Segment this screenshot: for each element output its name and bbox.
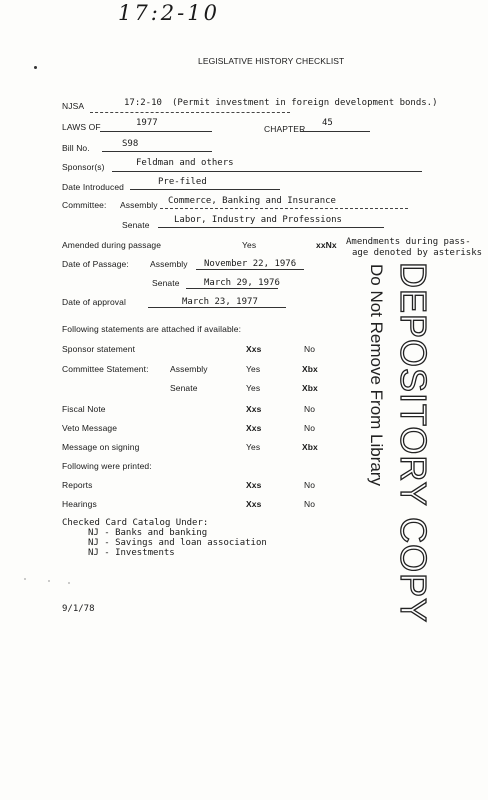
statement-yes: Yes xyxy=(246,364,261,374)
printed-no: No xyxy=(304,480,316,490)
catalog-heading: Checked Card Catalog Under: xyxy=(62,518,209,528)
printed-label: Reports xyxy=(62,480,93,490)
statement-no: No xyxy=(304,344,316,354)
printed-yes: Xxs xyxy=(246,480,262,490)
statement-yes: Xxs xyxy=(246,423,262,433)
statement-sub-label: Assembly xyxy=(170,364,208,374)
catalog-item: NJ - Savings and loan association xyxy=(88,538,267,548)
document-title: LEGISLATIVE HISTORY CHECKLIST xyxy=(198,56,345,66)
amended-no-struck: xxNx xyxy=(316,240,337,250)
sponsor-value: Feldman and others xyxy=(136,158,234,168)
statement-no: No xyxy=(304,404,316,414)
passage-senate-value: March 29, 1976 xyxy=(204,278,280,288)
scan-speck xyxy=(24,578,26,580)
sponsor-underline xyxy=(112,171,422,172)
njsa-value: 17:2-10 xyxy=(124,98,162,108)
approval-value: March 23, 1977 xyxy=(182,297,258,307)
catalog-item: NJ - Investments xyxy=(88,548,175,558)
committee-senate-label: Senate xyxy=(122,220,150,230)
njsa-label: NJSA xyxy=(62,101,85,111)
chapter-underline xyxy=(300,131,370,132)
statement-label: Veto Message xyxy=(62,423,118,433)
statement-label: Fiscal Note xyxy=(62,404,106,414)
printed-no: No xyxy=(304,499,316,509)
committee-senate-value: Labor, Industry and Professions xyxy=(174,215,342,225)
passage-assembly-value: November 22, 1976 xyxy=(204,259,297,269)
statement-no: Xbx xyxy=(302,364,318,374)
chapter-value: 45 xyxy=(322,118,333,128)
handwritten-number: 17:2-10 xyxy=(118,1,220,25)
bottom-date: 9/1/78 xyxy=(62,604,95,614)
chapter-label: CHAPTER xyxy=(264,124,306,134)
amended-yes: Yes xyxy=(242,240,257,250)
depository-stamp xyxy=(366,262,436,624)
attached-heading: Following statements are attached if available: xyxy=(62,324,242,334)
stamp-line-do-not-remove: Do Not Remove From Library xyxy=(367,264,386,487)
amended-label: Amended during passage xyxy=(62,240,162,250)
laws-value: 1977 xyxy=(136,118,158,128)
committee-senate-underline xyxy=(158,227,384,228)
committee-label: Committee: xyxy=(62,200,107,210)
passage-assembly-underline xyxy=(196,269,304,270)
laws-label: LAWS OF xyxy=(62,122,101,132)
stamp-line-depository-copy: DEPOSITORY COPY xyxy=(393,262,434,624)
laws-underline xyxy=(100,131,212,132)
statement-sub-label: Senate xyxy=(170,383,198,393)
amended-note-line-2: age denoted by asterisks xyxy=(352,248,483,258)
bill-label: Bill No. xyxy=(62,143,90,153)
printed-yes: Xxs xyxy=(246,499,262,509)
amended-note-line-1: Amendments during pass- xyxy=(346,237,471,247)
statement-label: Message on signing xyxy=(62,442,140,452)
date-introduced-value: Pre-filed xyxy=(158,177,207,187)
statement-no: No xyxy=(304,423,316,433)
statement-yes: Xxs xyxy=(246,404,262,414)
passage-senate-underline xyxy=(186,288,278,289)
scan-speck xyxy=(34,66,37,69)
passage-senate-label: Senate xyxy=(152,278,180,288)
bill-underline xyxy=(102,151,212,152)
committee-assembly-label: Assembly xyxy=(120,200,158,210)
committee-assembly-value: Commerce, Banking and Insurance xyxy=(168,196,336,206)
statement-yes: Xxs xyxy=(246,344,262,354)
statement-label: Sponsor statement xyxy=(62,344,136,354)
printed-label: Hearings xyxy=(62,499,97,509)
njsa-underline xyxy=(90,112,290,113)
statement-yes: Yes xyxy=(246,383,261,393)
approval-label: Date of approval xyxy=(62,297,126,307)
statement-label: Committee Statement: xyxy=(62,364,149,374)
approval-underline xyxy=(148,307,286,308)
committee-assembly-underline xyxy=(160,208,408,209)
scan-speck xyxy=(48,580,50,582)
sponsor-label: Sponsor(s) xyxy=(62,162,105,172)
statement-yes: Yes xyxy=(246,442,261,452)
date-introduced-label: Date Introduced xyxy=(62,182,124,192)
statement-no: Xbx xyxy=(302,383,318,393)
njsa-description: (Permit investment in foreign development bonds.) xyxy=(172,98,438,108)
catalog-item: NJ - Banks and banking xyxy=(88,528,208,538)
printed-heading: Following were printed: xyxy=(62,461,152,471)
bill-value: S98 xyxy=(122,139,139,149)
passage-label: Date of Passage: xyxy=(62,259,129,269)
scan-speck xyxy=(68,582,70,584)
date-introduced-underline xyxy=(130,189,280,190)
passage-assembly-label: Assembly xyxy=(150,259,188,269)
statement-no: Xbx xyxy=(302,442,318,452)
